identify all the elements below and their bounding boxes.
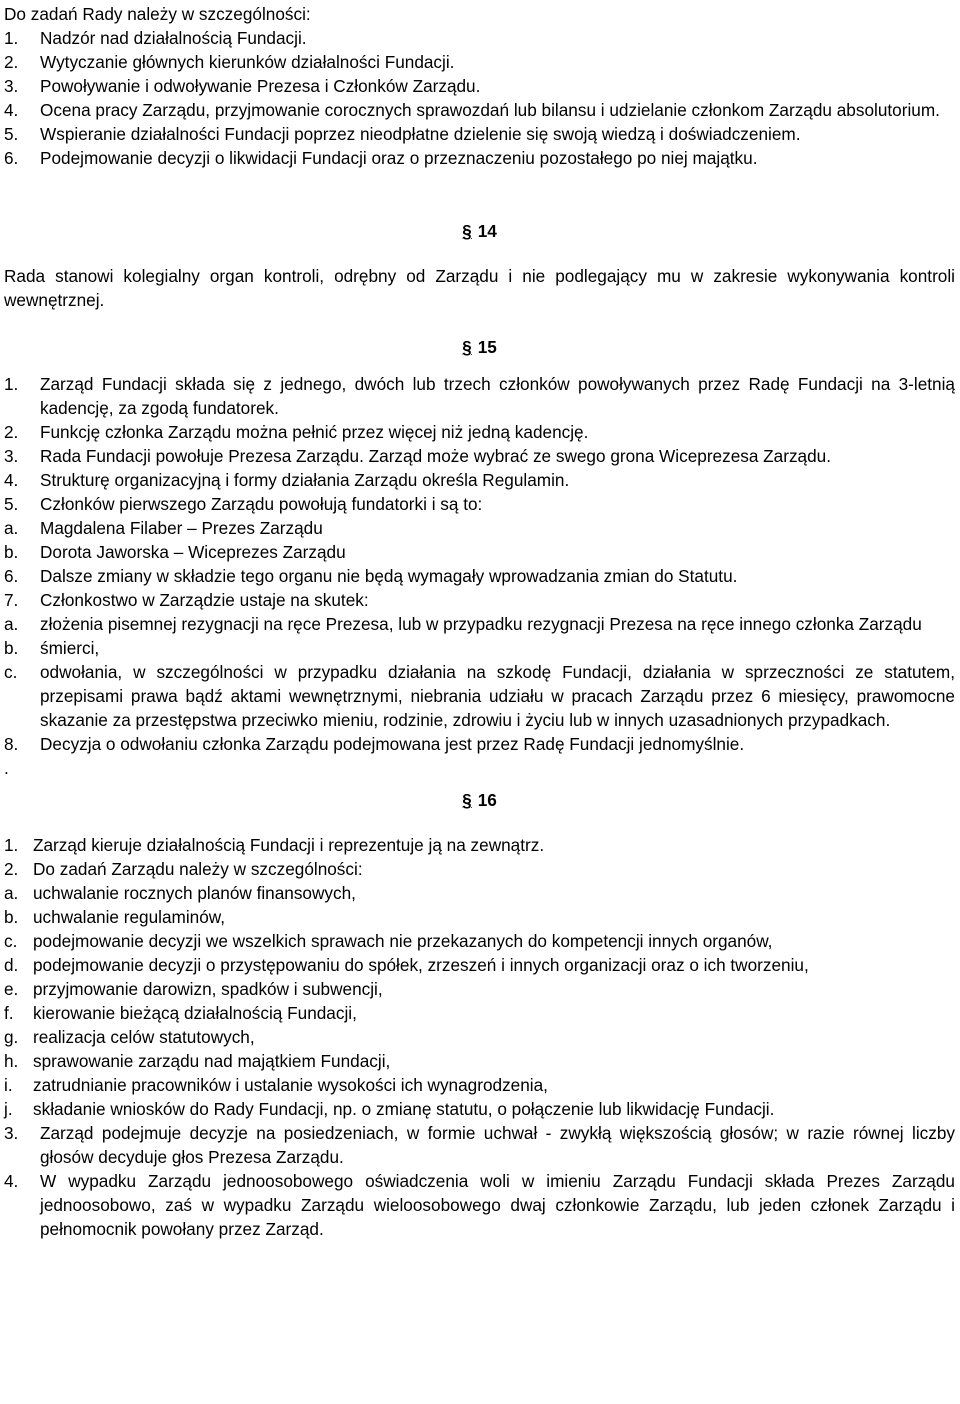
list-item: h. sprawowanie zarządu nad majątkiem Fundacji,: [4, 1051, 391, 1071]
list-item: 3. Zarząd podejmuje decyzje na posiedzeniach, w formie uchwał - zwykłą większością głosów; w razie równej liczby głosów decyduje głos Prezesa Zarządu.: [4, 1123, 955, 1167]
list-item: 4. Ocena pracy Zarządu, przyjmowanie corocznych sprawozdań lub bilansu i udzielanie członkom Zarządu absolutorium.: [4, 100, 940, 120]
list-item: 4. W wypadku Zarządu jednoosobowego oświadczenia woli w imieniu Zarządu Fundacji składa Prezes Zarządu jednoosobowo, zaś w wypadku Zarządu wieloosobowego dwaj członkowie Zarządu, lub jeden członek Zarządu i pełnomocnik powołany przez Zarząd.: [4, 1171, 955, 1239]
section-heading-15: [4, 335, 955, 359]
list-item: f. kierowanie bieżącą działalnością Fundacji,: [4, 1003, 357, 1023]
list-item: b. uchwalanie regulaminów,: [4, 907, 226, 927]
list-item: b. Dorota Jaworska – Wiceprezes Zarządu: [4, 542, 346, 562]
list-item: g. realizacja celów statutowych,: [4, 1027, 255, 1047]
paragraph-symbol: §: [462, 337, 472, 357]
list-item: 2. Do zadań Zarządu należy w szczególności:: [4, 859, 363, 879]
list-item: 8. Decyzja o odwołaniu członka Zarządu podejmowana jest przez Radę Fundacji jednomyślnie.: [4, 734, 745, 754]
list-item: c. odwołania, w szczególności w przypadku działania na szkodę Fundacji, działania w sprzeczności ze statutem, przepisami prawa bądź aktami wewnętrznymi, niebrania udziału w pracach Zarządu przez 6 miesięcy, prawomocne skazanie za przestępstwa przeciwko mieniu, rodzinie, zdrowiu i życiu lub w innych uzasadnionych przypadkach.: [4, 662, 955, 730]
list-item: a. uchwalanie rocznych planów finansowych,: [4, 883, 356, 903]
list-item: 7. Członkostwo w Zarządzie ustaje na skutek:: [4, 590, 369, 610]
list-item: 3. Powoływanie i odwoływanie Prezesa i Członków Zarządu.: [4, 76, 481, 96]
document-page: [4, 2, 955, 1241]
stray-dot: .: [4, 758, 9, 778]
list-item: 6. Dalsze zmiany w składzie tego organu nie będą wymagały wprowadzania zmian do Statutu.: [4, 566, 738, 586]
rada-tasks-intro: Do zadań Rady należy w szczególności:: [4, 4, 311, 24]
list-item: a. Magdalena Filaber – Prezes Zarządu: [4, 518, 323, 538]
paragraph-symbol: §: [462, 221, 472, 241]
list-item: 3. Rada Fundacji powołuje Prezesa Zarządu. Zarząd może wybrać ze swego grona Wiceprezesa Zarządu.: [4, 446, 832, 466]
section-number: 14: [477, 221, 497, 241]
list-item: 1. Nadzór nad działalnością Fundacji.: [4, 28, 307, 48]
list-item: 4. Strukturę organizacyjną i formy działania Zarządu określa Regulamin.: [4, 470, 570, 490]
list-item: a. złożenia pisemnej rezygnacji na ręce Prezesa, lub w przypadku rezygnacji Prezesa na ręce innego członka Zarządu: [4, 614, 922, 634]
paragraph-symbol: §: [462, 790, 472, 810]
list-item: b. śmierci,: [4, 638, 100, 658]
section-14-text: Rada stanowi kolegialny organ kontroli, odrębny od Zarządu i nie podlegający mu w zakresie wykonywania kontroli wewnętrznej.: [4, 266, 955, 310]
list-item: e. przyjmowanie darowizn, spadków i subwencji,: [4, 979, 383, 999]
section-heading-14: [4, 219, 955, 243]
list-item: 2. Funkcję członka Zarządu można pełnić przez więcej niż jedną kadencję.: [4, 422, 589, 442]
list-item: 5. Członków pierwszego Zarządu powołują fundatorki i są to:: [4, 494, 483, 514]
list-item: 1. Zarząd Fundacji składa się z jednego, dwóch lub trzech członków powoływanych przez Radę Fundacji na 3-letnią kadencję, za zgodą fundatorek.: [4, 374, 955, 418]
list-item: d. podejmowanie decyzji o przystępowaniu do spółek, zrzeszeń i innych organizacji oraz o ich tworzeniu,: [4, 955, 809, 975]
list-item: i. zatrudnianie pracowników i ustalanie wysokości ich wynagrodzenia,: [4, 1075, 548, 1095]
list-item: 6. Podejmowanie decyzji o likwidacji Fundacji oraz o przeznaczeniu pozostałego po niej majątku.: [4, 148, 758, 168]
section-heading-16: [4, 788, 955, 812]
list-item: c. podejmowanie decyzji we wszelkich sprawach nie przekazanych do kompetencji innych organów,: [4, 931, 773, 951]
section-number: 16: [477, 790, 497, 810]
list-item: j. składanie wniosków do Rady Fundacji, np. o zmianę statutu, o połączenie lub likwidację Fundacji.: [4, 1099, 775, 1119]
section-16-list: [4, 833, 955, 1241]
section-number: 15: [477, 337, 497, 357]
list-item: 5. Wspieranie działalności Fundacji poprzez nieodpłatne dzielenie się swoją wiedzą i doświadczeniem.: [4, 124, 801, 144]
rada-tasks-list: [4, 26, 955, 170]
list-item: 2. Wytyczanie głównych kierunków działalności Fundacji.: [4, 52, 455, 72]
list-item: 1. Zarząd kieruje działalnością Fundacji i reprezentuje ją na zewnątrz.: [4, 835, 545, 855]
section-15-list: [4, 372, 955, 756]
